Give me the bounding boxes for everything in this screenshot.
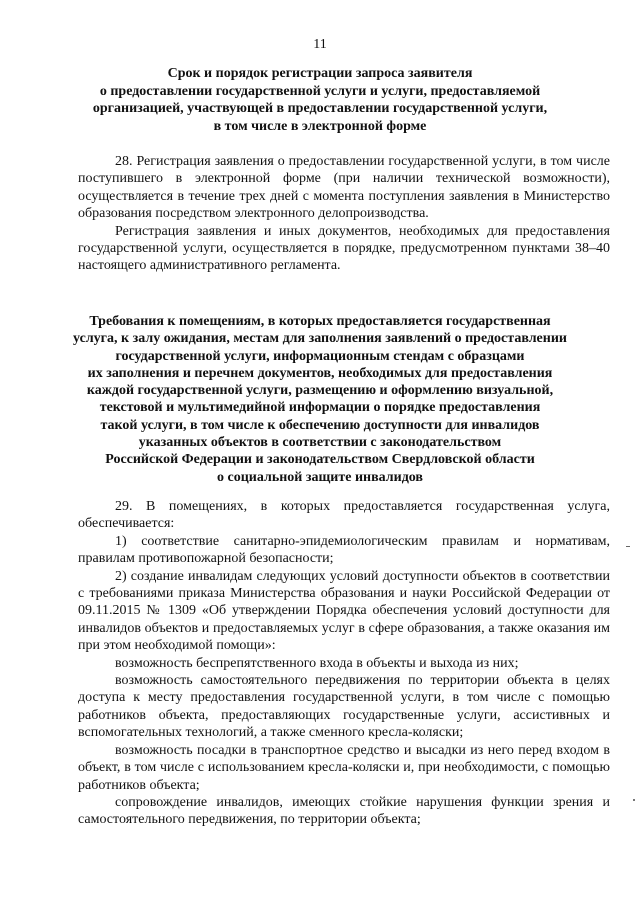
heading-line: указанных объектов в соответствии с законодательством [138, 435, 502, 451]
section-body-registration [78, 153, 610, 275]
heading-line: Российской Федерации и законодательством Свердловской области [105, 452, 535, 468]
heading-line: их заполнения и перечнем документов, необходимых для предоставления [87, 365, 553, 381]
paragraph-item-2: 2) создание инвалидам следующих условий доступности объектов в соответствии с требованиями приказа Министерства образования и науки Российской Федерации от 09.11.2015 № 1309 «Об утверждении Порядка обеспечения условий доступности для инвалидов объектов и предоставляемых услуг в сфере образования, а также оказания им при этом необходимой помощи»: [78, 568, 610, 654]
scan-speck [626, 546, 630, 547]
section-body-premises [78, 498, 610, 829]
heading-line: о предоставлении государственной услуги и услуги, предоставляемой [99, 83, 541, 99]
heading-line: такой услуги, в том числе к обеспечению доступности для инвалидов [100, 417, 540, 433]
heading-line: организацией, участвующей в предоставлении государственной услуги, [92, 101, 548, 116]
heading-line: государственной услуги, информационным стендам с образцами [115, 348, 525, 364]
heading-line: Срок и порядок регистрации запроса заявителя [167, 66, 473, 81]
section-heading-registration [70, 65, 570, 135]
paragraph-self-movement: возможность самостоятельного передвижения по территории объекта в целях доступа к месту предоставления государственной услуги, в том числе с помощью работников объекта, предоставляющих государственные услуги, ассистивных и вспомогательных технологий, а также сменного кресла-коляски; [78, 673, 610, 741]
heading-line: в том числе в электронной форме [213, 118, 427, 134]
heading-line: Требования к помещениям, в которых предоставляется государственная [89, 314, 551, 329]
heading-line: о социальной защите инвалидов [217, 469, 423, 485]
section-heading-premises [70, 313, 570, 486]
heading-line: услуга, к залу ожидания, местам для заполнения заявлений о предоставлении [73, 331, 567, 347]
scan-speck [633, 799, 635, 801]
paragraph-28: 28. Регистрация заявления о предоставлении государственной услуги, в том числе поступившего в электронной форме (при наличии технической возможности), осуществляется в течение трех дней с момента поступления заявления в Министерство образования посредством электронного делопроизводства. [78, 154, 610, 222]
paragraph-registration-docs: Регистрация заявления и иных документов, необходимых для предоставления государственной услуги, осуществляется в порядке, предусмотренном пунктами 38–40 настоящего административного регламента. [78, 223, 610, 274]
page-number: 11 [313, 37, 327, 52]
paragraph-item-1: 1) соответствие санитарно-эпидемиологическим правилам и нормативам, правилам противопожарной безопасности; [78, 533, 610, 567]
paragraph-free-entry: возможность беспрепятственного входа в объекты и выхода из них; [115, 655, 519, 671]
paragraph-escort: сопровождение инвалидов, имеющих стойкие нарушения функции зрения и самостоятельного передвижения, по территории объекта; [78, 794, 610, 828]
heading-line: текстовой и мультимедийной информации о порядке предоставления [99, 400, 541, 416]
paragraph-transport: возможность посадки в транспортное средство и высадки из него перед входом в объект, в том числе с использованием кресла-коляски и, при необходимости, с помощью работников объекта; [78, 742, 610, 793]
paragraph-29: 29. В помещениях, в которых предоставляется государственная услуга, обеспечивается: [78, 499, 610, 532]
heading-line: каждой государственной услуги, размещению и оформлению визуальной, [86, 383, 554, 399]
